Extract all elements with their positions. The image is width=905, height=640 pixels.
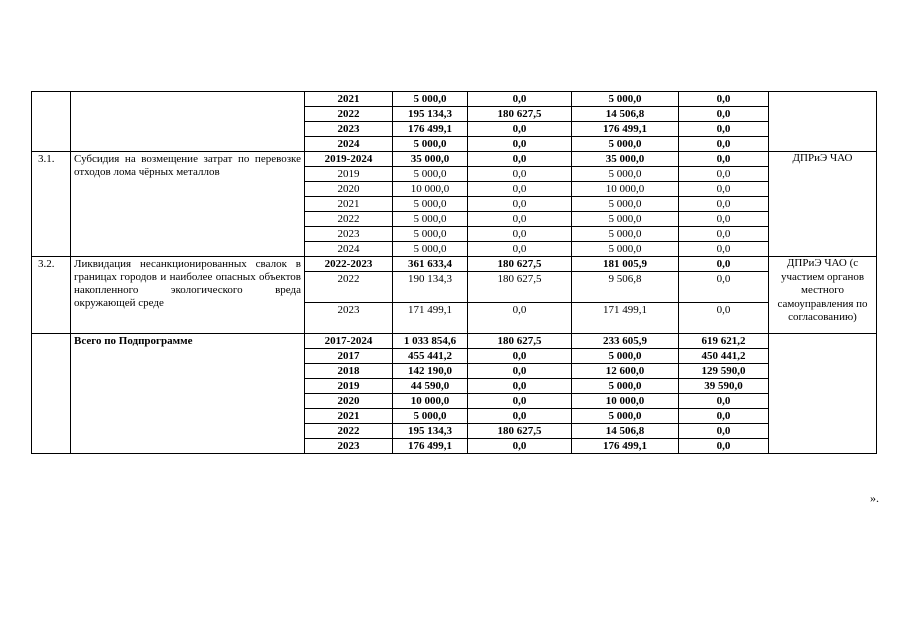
amount-federal-cell: 0,0 (468, 303, 572, 334)
amount-other-cell: 0,0 (679, 152, 769, 167)
amount-federal-cell: 0,0 (468, 167, 572, 182)
amount-regional-cell: 5 000,0 (572, 197, 679, 212)
amount-federal-cell: 0,0 (468, 394, 572, 409)
amount-regional-cell: 5 000,0 (572, 167, 679, 182)
amount-total-cell: 44 590,0 (393, 379, 468, 394)
amount-other-cell: 0,0 (679, 257, 769, 272)
year-cell: 2023 (305, 122, 393, 137)
amount-regional-cell: 5 000,0 (572, 242, 679, 257)
amount-other-cell: 39 590,0 (679, 379, 769, 394)
amount-regional-cell: 14 506,8 (572, 107, 679, 122)
item-number-cell (32, 92, 71, 152)
year-cell: 2022 (305, 107, 393, 122)
table-body (32, 92, 877, 454)
amount-other-cell: 619 621,2 (679, 334, 769, 349)
amount-regional-cell: 12 600,0 (572, 364, 679, 379)
amount-federal-cell: 180 627,5 (468, 334, 572, 349)
amount-other-cell: 0,0 (679, 122, 769, 137)
year-cell: 2020 (305, 182, 393, 197)
year-cell: 2019 (305, 167, 393, 182)
amount-other-cell: 0,0 (679, 92, 769, 107)
year-cell: 2023 (305, 227, 393, 242)
amount-other-cell: 0,0 (679, 182, 769, 197)
amount-regional-cell: 5 000,0 (572, 227, 679, 242)
amount-other-cell: 0,0 (679, 272, 769, 303)
year-cell: 2019 (305, 379, 393, 394)
amount-total-cell: 176 499,1 (393, 122, 468, 137)
amount-total-cell: 190 134,3 (393, 272, 468, 303)
amount-regional-cell: 181 005,9 (572, 257, 679, 272)
amount-regional-cell: 5 000,0 (572, 137, 679, 152)
amount-federal-cell: 0,0 (468, 242, 572, 257)
amount-total-cell: 5 000,0 (393, 92, 468, 107)
amount-total-cell: 361 633,4 (393, 257, 468, 272)
amount-total-cell: 455 441,2 (393, 349, 468, 364)
executor-cell: ДПРиЭ ЧАО (769, 152, 877, 257)
table-row (32, 92, 877, 107)
amount-federal-cell: 0,0 (468, 92, 572, 107)
amount-total-cell: 5 000,0 (393, 167, 468, 182)
year-cell: 2017-2024 (305, 334, 393, 349)
amount-federal-cell: 0,0 (468, 364, 572, 379)
amount-federal-cell: 180 627,5 (468, 107, 572, 122)
year-cell: 2023 (305, 439, 393, 454)
item-number-cell: 3.1. (32, 152, 71, 257)
amount-regional-cell: 176 499,1 (572, 439, 679, 454)
amount-federal-cell: 0,0 (468, 349, 572, 364)
year-cell: 2022 (305, 212, 393, 227)
amount-total-cell: 176 499,1 (393, 439, 468, 454)
amount-total-cell: 5 000,0 (393, 197, 468, 212)
amount-federal-cell: 0,0 (468, 152, 572, 167)
amount-regional-cell: 233 605,9 (572, 334, 679, 349)
amount-other-cell: 0,0 (679, 394, 769, 409)
amount-regional-cell: 176 499,1 (572, 122, 679, 137)
amount-regional-cell: 14 506,8 (572, 424, 679, 439)
amount-regional-cell: 5 000,0 (572, 92, 679, 107)
amount-other-cell: 0,0 (679, 107, 769, 122)
amount-other-cell: 129 590,0 (679, 364, 769, 379)
amount-regional-cell: 35 000,0 (572, 152, 679, 167)
amount-federal-cell: 180 627,5 (468, 272, 572, 303)
amount-other-cell: 0,0 (679, 242, 769, 257)
amount-federal-cell: 0,0 (468, 227, 572, 242)
amount-other-cell: 0,0 (679, 424, 769, 439)
executor-cell (769, 92, 877, 152)
amount-regional-cell: 10 000,0 (572, 394, 679, 409)
amount-total-cell: 1 033 854,6 (393, 334, 468, 349)
table-row (32, 334, 877, 349)
year-cell: 2017 (305, 349, 393, 364)
year-cell: 2021 (305, 92, 393, 107)
item-number-cell: 3.2. (32, 257, 71, 334)
year-cell: 2022 (305, 272, 393, 303)
amount-federal-cell: 180 627,5 (468, 257, 572, 272)
table-row (32, 257, 877, 272)
item-name-cell (71, 92, 305, 152)
amount-federal-cell: 0,0 (468, 379, 572, 394)
amount-federal-cell: 180 627,5 (468, 424, 572, 439)
amount-regional-cell: 171 499,1 (572, 303, 679, 334)
amount-total-cell: 5 000,0 (393, 409, 468, 424)
amount-regional-cell: 10 000,0 (572, 182, 679, 197)
amount-federal-cell: 0,0 (468, 122, 572, 137)
executor-cell (769, 334, 877, 454)
amount-other-cell: 0,0 (679, 197, 769, 212)
year-cell: 2018 (305, 364, 393, 379)
year-cell: 2022-2023 (305, 257, 393, 272)
year-cell: 2024 (305, 242, 393, 257)
amount-federal-cell: 0,0 (468, 137, 572, 152)
amount-total-cell: 5 000,0 (393, 227, 468, 242)
item-number-cell (32, 334, 71, 454)
amount-total-cell: 142 190,0 (393, 364, 468, 379)
amount-total-cell: 5 000,0 (393, 212, 468, 227)
executor-cell: ДПРиЭ ЧАО (с участием органов местного самоуправления по согласованию) (769, 257, 877, 334)
amount-total-cell: 10 000,0 (393, 182, 468, 197)
item-name-cell: Субсидия на возмещение затрат по перевозке отходов лома чёрных металлов (71, 152, 305, 257)
amount-federal-cell: 0,0 (468, 439, 572, 454)
amount-other-cell: 0,0 (679, 167, 769, 182)
amount-regional-cell: 5 000,0 (572, 379, 679, 394)
amount-total-cell: 195 134,3 (393, 107, 468, 122)
amount-total-cell: 171 499,1 (393, 303, 468, 334)
amount-federal-cell: 0,0 (468, 197, 572, 212)
year-cell: 2019-2024 (305, 152, 393, 167)
year-cell: 2021 (305, 409, 393, 424)
year-cell: 2022 (305, 424, 393, 439)
closing-quote-mark: ». (870, 491, 879, 505)
year-cell: 2020 (305, 394, 393, 409)
amount-other-cell: 0,0 (679, 409, 769, 424)
amount-total-cell: 5 000,0 (393, 242, 468, 257)
amount-total-cell: 5 000,0 (393, 137, 468, 152)
amount-total-cell: 10 000,0 (393, 394, 468, 409)
amount-other-cell: 0,0 (679, 137, 769, 152)
amount-regional-cell: 5 000,0 (572, 212, 679, 227)
program-funding-table (31, 91, 877, 454)
amount-other-cell: 0,0 (679, 227, 769, 242)
year-cell: 2023 (305, 303, 393, 334)
table-row (32, 152, 877, 167)
amount-federal-cell: 0,0 (468, 182, 572, 197)
item-name-cell: Ликвидация несанкционированных свалок в границах городов и наиболее опасных объектов накопленного экологического вреда окружающей среде (71, 257, 305, 334)
amount-regional-cell: 5 000,0 (572, 409, 679, 424)
year-cell: 2024 (305, 137, 393, 152)
amount-other-cell: 0,0 (679, 303, 769, 334)
amount-total-cell: 195 134,3 (393, 424, 468, 439)
year-cell: 2021 (305, 197, 393, 212)
amount-other-cell: 0,0 (679, 212, 769, 227)
amount-federal-cell: 0,0 (468, 212, 572, 227)
amount-other-cell: 450 441,2 (679, 349, 769, 364)
amount-regional-cell: 5 000,0 (572, 349, 679, 364)
amount-federal-cell: 0,0 (468, 409, 572, 424)
amount-regional-cell: 9 506,8 (572, 272, 679, 303)
amount-total-cell: 35 000,0 (393, 152, 468, 167)
total-label-cell: Всего по Подпрограмме (71, 334, 305, 454)
amount-other-cell: 0,0 (679, 439, 769, 454)
